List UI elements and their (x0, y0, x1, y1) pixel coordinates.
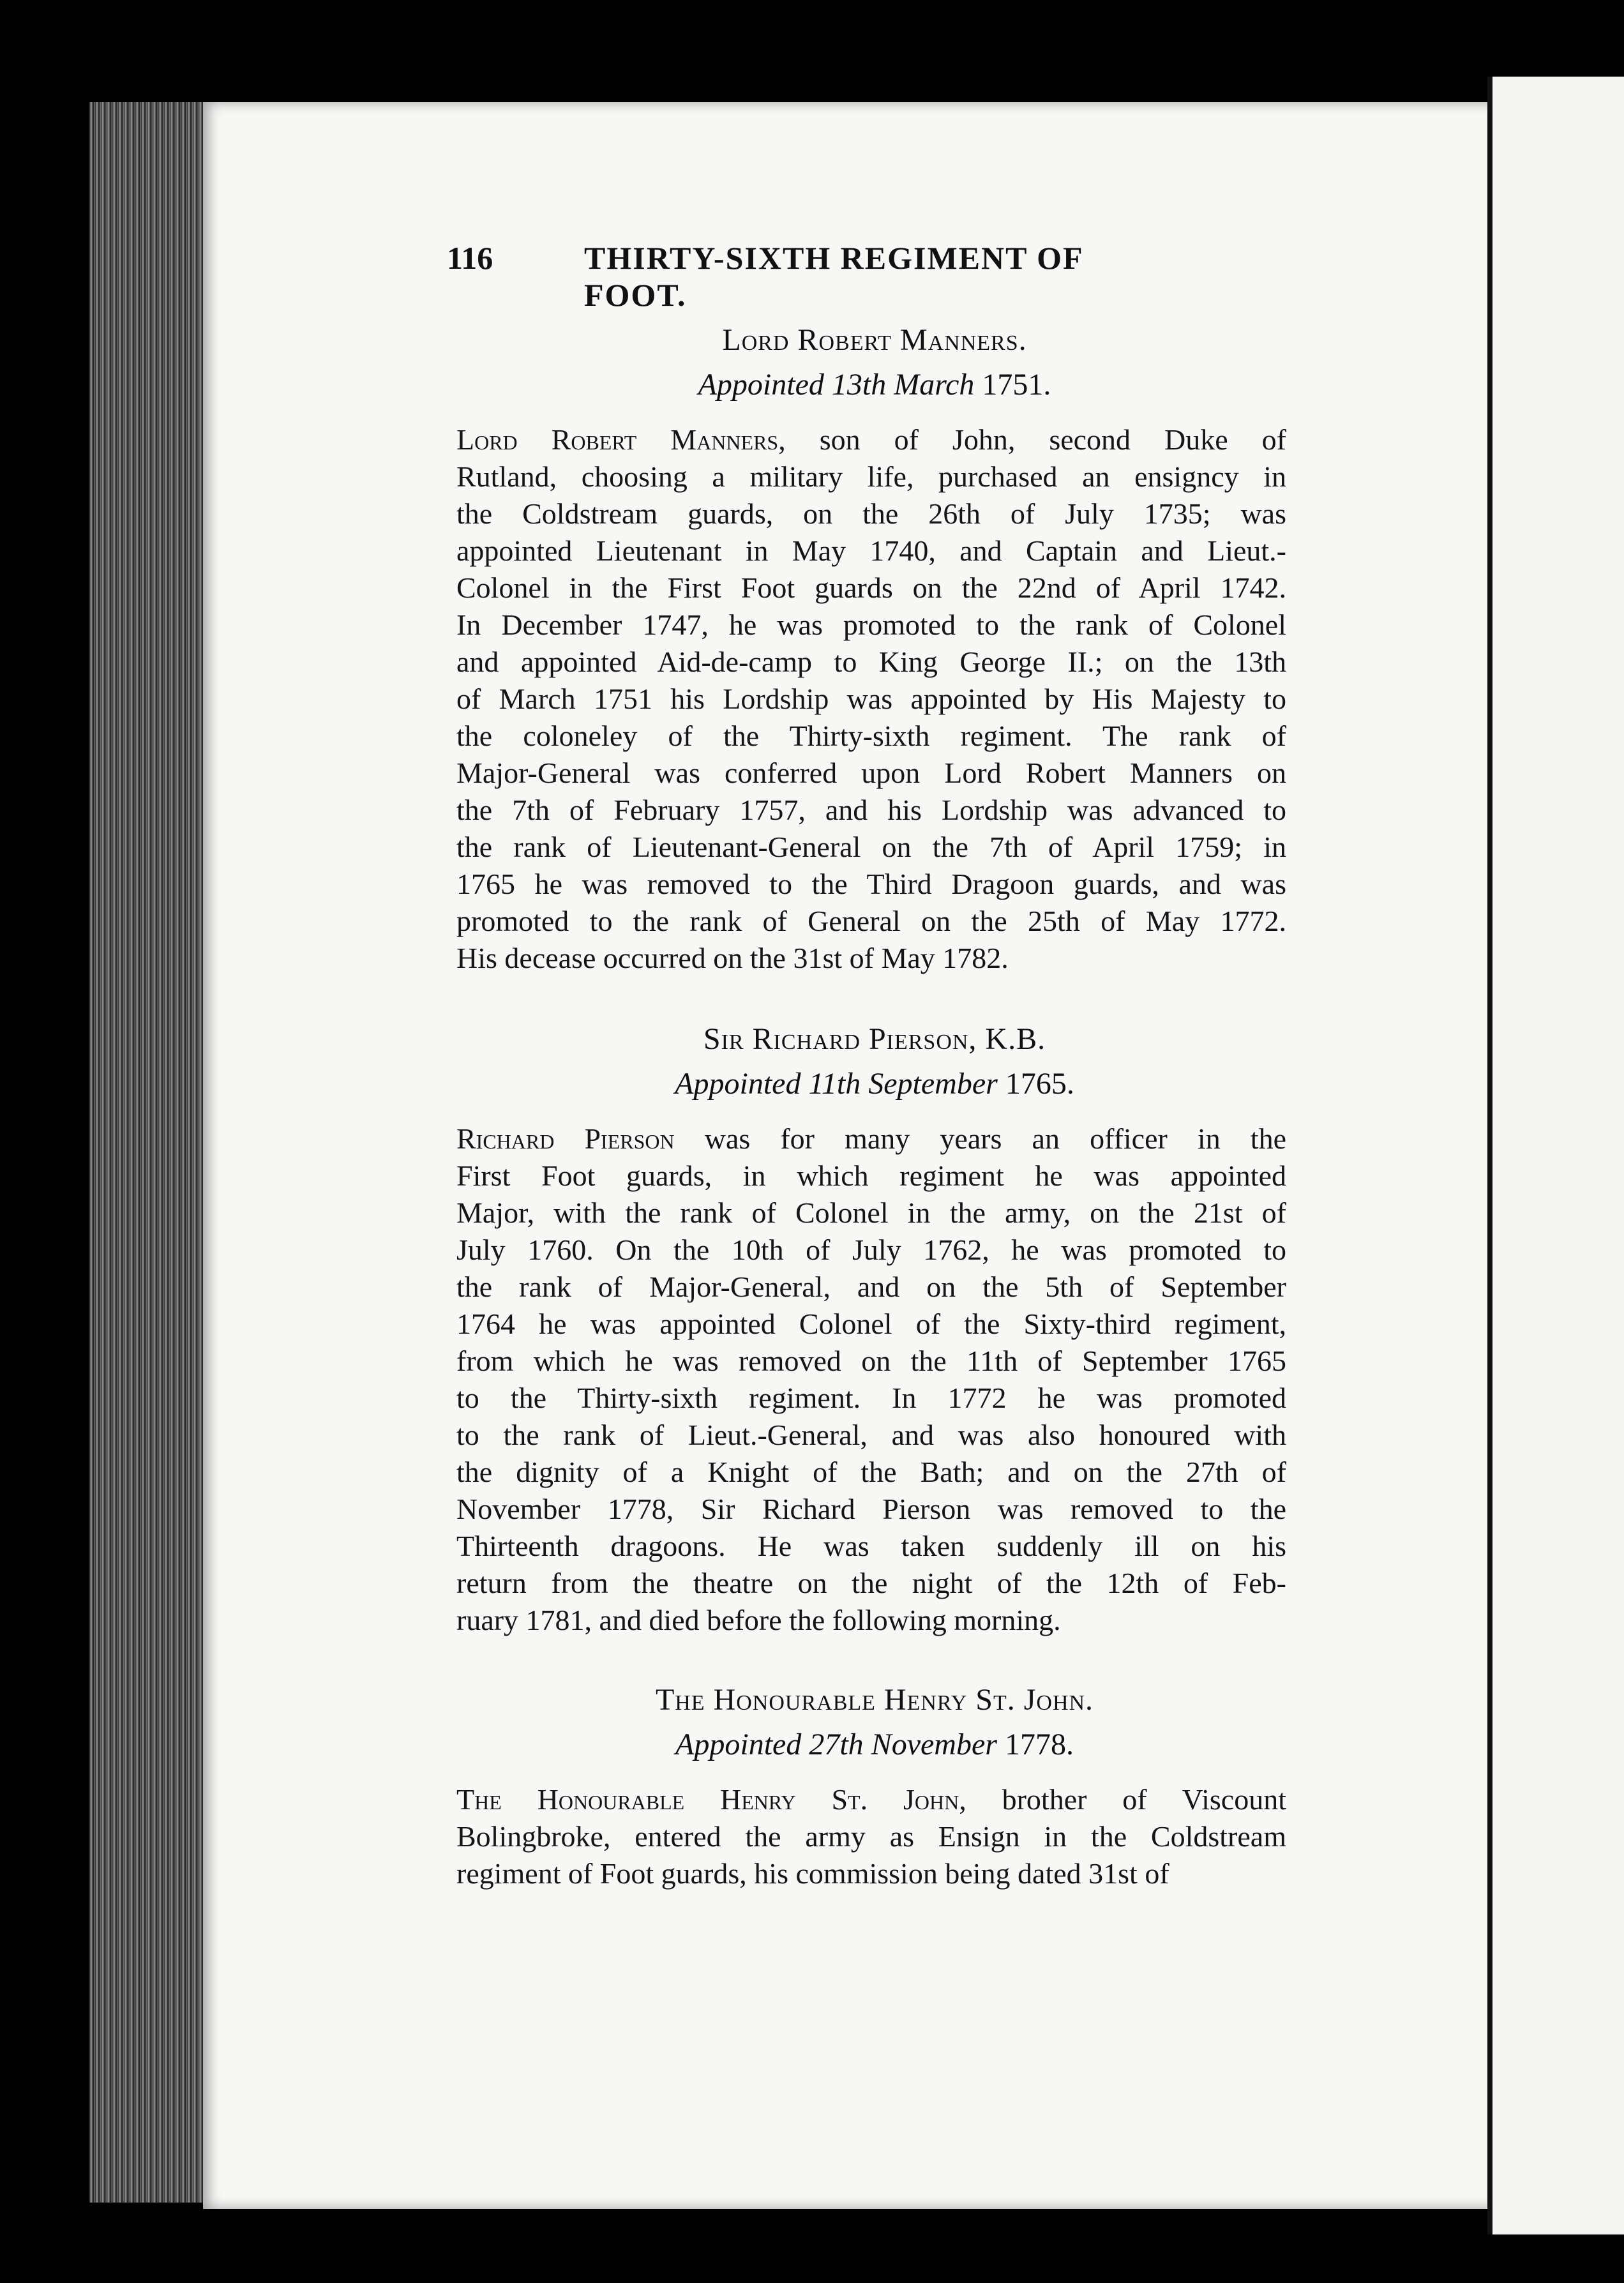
text-line (456, 1602, 1286, 1639)
section-heading-manners: Lord Robert Manners. (722, 323, 1027, 357)
text-line-content: November 1778, Sir Richard Pierson was removed to the (456, 1493, 1286, 1525)
text-line (456, 1120, 1286, 1157)
text-line (456, 1306, 1286, 1343)
text-line-content: and appointed Aid-de-camp to King George II.; on the 13th (456, 645, 1286, 678)
text-line-content: 1764 he was appointed Colonel of the Sixty-third regiment, (456, 1307, 1286, 1340)
text-line (456, 1343, 1286, 1380)
appointment-date-st-john: Appointed 27th November 1778. (675, 1728, 1074, 1761)
text-line (456, 1194, 1286, 1232)
text-line (456, 940, 1286, 977)
text-line (456, 1269, 1286, 1306)
appointment-date-pierson: Appointed 11th September 1765. (675, 1067, 1074, 1101)
section-heading-st-john: The Honourable Henry St. John. (655, 1683, 1094, 1717)
text-line-content: of March 1751 his Lordship was appointed by His Majesty to (456, 682, 1286, 715)
text-line (456, 1818, 1286, 1855)
text-line-content: the rank of Lieutenant-General on the 7th of April 1759; in (456, 831, 1286, 863)
text-line-content: Major-General was conferred upon Lord Robert Manners on (456, 757, 1286, 789)
text-line-content: was for many years an officer in the (704, 1122, 1287, 1155)
page-number: 116 (447, 240, 493, 276)
text-line-content: the 7th of February 1757, and his Lordship was advanced to (456, 794, 1286, 826)
text-line-content: Rutland, choosing a military life, purchased an ensigncy in (456, 460, 1286, 493)
page-header (447, 239, 1149, 313)
text-line (456, 681, 1286, 718)
text-line (456, 829, 1286, 866)
text-line (456, 903, 1286, 940)
text-line-content: brother of Viscount (1002, 1783, 1286, 1816)
text-line-content: His decease occurred on the 31st of May 1782. (456, 942, 1009, 974)
lead-name: Richard Pierson (456, 1122, 675, 1155)
section-heading-pierson: Sir Richard Pierson, K.B. (703, 1022, 1046, 1056)
text-line (456, 532, 1286, 569)
text-line-content: Major, with the rank of Colonel in the army, on the 21st of (456, 1196, 1286, 1229)
text-line (456, 718, 1286, 755)
text-line-content: the dignity of a Knight of the Bath; and on the 27th of (456, 1456, 1286, 1488)
text-line (456, 1855, 1286, 1892)
running-title: THIRTY-SIXTH REGIMENT OF FOOT. (584, 240, 1083, 313)
text-line-content: In December 1747, he was promoted to the rank of Colonel (456, 608, 1286, 641)
text-line (456, 607, 1286, 644)
text-line (456, 644, 1286, 681)
text-line-content: to the Thirty-sixth regiment. In 1772 he was promoted (456, 1382, 1286, 1414)
text-line (456, 1528, 1286, 1565)
text-line (456, 1417, 1286, 1454)
text-line-content: the Coldstream guards, on the 26th of July 1735; was (456, 497, 1286, 530)
book-page-edges (89, 102, 217, 2203)
text-line-content: 1765 he was removed to the Third Dragoon guards, and was (456, 868, 1286, 900)
text-line (456, 1157, 1286, 1194)
text-line (456, 755, 1286, 792)
text-line-content: ruary 1781, and died before the following morning. (456, 1604, 1061, 1636)
text-line-content: return from the theatre on the night of the 12th of Feb- (456, 1567, 1286, 1599)
text-line-content: to the rank of Lieut.-General, and was also honoured with (456, 1419, 1286, 1451)
text-line (456, 1454, 1286, 1491)
text-line-content: appointed Lieutenant in May 1740, and Captain and Lieut.- (456, 534, 1286, 567)
text-line (456, 1491, 1286, 1528)
text-line-content: regiment of Foot guards, his commission being dated 31st of (456, 1857, 1169, 1890)
text-line-content: Thirteenth dragoons. He was taken suddenly ill on his (456, 1530, 1286, 1562)
text-line (456, 1781, 1286, 1818)
text-line (456, 792, 1286, 829)
text-line-content: from which he was removed on the 11th of September 1765 (456, 1345, 1286, 1377)
text-line (456, 866, 1286, 903)
text-line (456, 421, 1286, 458)
text-line-content: the rank of Major-General, and on the 5th of September (456, 1270, 1286, 1303)
text-line (456, 495, 1286, 532)
facing-page-edge (1487, 77, 1624, 2234)
appointment-date-manners: Appointed 13th March 1751. (698, 368, 1051, 402)
text-line (456, 1380, 1286, 1417)
text-line-content: promoted to the rank of General on the 25th of May 1772. (456, 905, 1286, 937)
lead-name: Lord Robert Manners, (456, 423, 786, 456)
text-line (456, 1232, 1286, 1269)
text-line-content: Colonel in the First Foot guards on the 22nd of April 1742. (456, 571, 1286, 604)
text-line-content: July 1760. On the 10th of July 1762, he was promoted to (456, 1233, 1286, 1266)
text-line-content: the coloneley of the Thirty-sixth regiment. The rank of (456, 720, 1286, 752)
text-line (456, 1565, 1286, 1602)
text-line (456, 569, 1286, 607)
text-line (456, 458, 1286, 495)
text-line-content: First Foot guards, in which regiment he was appointed (456, 1159, 1286, 1192)
text-line-content: Bolingbroke, entered the army as Ensign in the Coldstream (456, 1820, 1286, 1853)
lead-name: The Honourable Henry St. John, (456, 1783, 966, 1816)
text-line-content: son of John, second Duke of (819, 423, 1287, 456)
